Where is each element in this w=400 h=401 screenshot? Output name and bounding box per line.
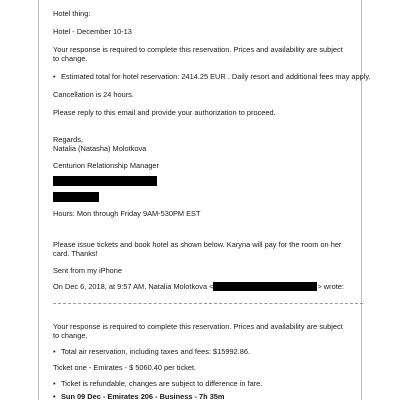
- total-air-text: Total air reservation, including taxes and fees: $15992.86.: [61, 347, 250, 356]
- total-air-bullet: [53, 347, 250, 356]
- hotel-dates: Hotel - December 10-13: [53, 27, 132, 36]
- sender-title: Centurion Relationship Manager: [53, 161, 159, 170]
- redaction-block: [53, 176, 157, 186]
- refundable-bullet: [53, 379, 262, 388]
- quoted-required-notice: Your response is required to complete this reservation. Prices and availability are subject to change.: [53, 322, 343, 340]
- estimate-text: Estimated total for hotel reservation: 2414.25 EUR . Daily resort and additional fees may apply.: [61, 72, 371, 81]
- quoted-header-prefix: On Dec 6, 2018, at 9:57 AM, Natalia Molotkova <: [53, 282, 214, 291]
- bullet-icon: •: [53, 347, 56, 356]
- estimate-bullet: [53, 72, 371, 81]
- sent-from: Sent from my iPhone: [53, 266, 123, 275]
- hotel-label: Hotel thing:: [53, 9, 91, 18]
- flight-text: Sun 09 Dec - Emirates 206 - Business - 7h 35m: [61, 392, 225, 401]
- ticket-one: Ticket one - Emirates - $ 5060.40 per ticket.: [53, 363, 197, 372]
- bullet-icon: •: [53, 72, 56, 81]
- quote-divider: [53, 303, 363, 304]
- regards: Regards,: [53, 135, 83, 144]
- redacted-email: [213, 282, 317, 291]
- cancellation-text: Cancellation is 24 hours.: [53, 90, 134, 99]
- refundable-text: Ticket is refundable, changes are subject to difference in fare.: [61, 379, 263, 388]
- required-notice: Your response is required to complete this reservation. Prices and availability are subject to change.: [53, 45, 343, 63]
- bullet-icon: •: [53, 379, 56, 388]
- booking-request: Please issue tickets and book hotel as shown below. Karyna will pay for the room on her card. Thanks!: [53, 240, 342, 258]
- quoted-header-suffix: > wrote:: [317, 282, 344, 291]
- sender-name: Natalia (Natasha) Molotkova: [53, 144, 147, 153]
- office-hours: Hours: Mon through Friday 9AM-530PM EST: [53, 209, 201, 218]
- document-page: [38, 0, 371, 401]
- redaction-block: [53, 192, 99, 202]
- reply-request: Please reply to this email and provide your authorization to proceed.: [53, 108, 276, 117]
- bullet-icon: •: [53, 392, 56, 401]
- quoted-header: [53, 282, 344, 291]
